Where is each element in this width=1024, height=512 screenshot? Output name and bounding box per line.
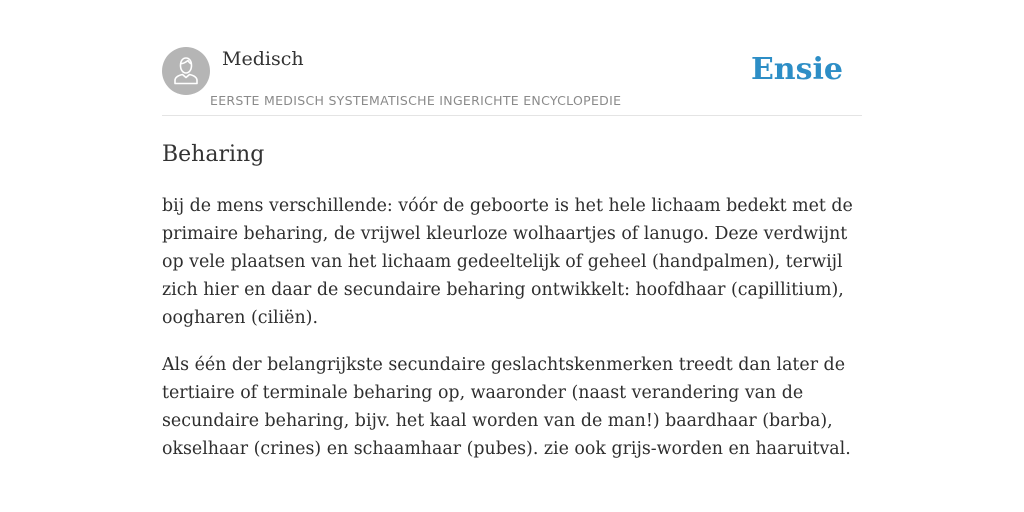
article-paragraph: bij de mens verschillende: vóór de geboorte is het hele lichaam bedekt met de primaire beharing, de vrijwel kleurloze wolhaartjes of lanugo. Deze verdwijnt op vele plaatsen van het lichaam gedeeltelijk of geheel (handpalmen), terwijl zich hier en daar de secundaire beharing ontwikkelt: hoofdhaar (capillitium), oogharen (ciliën). xyxy=(162,196,853,328)
avatar[interactable] xyxy=(162,47,210,95)
source-name[interactable]: Medisch xyxy=(222,48,304,70)
user-icon xyxy=(162,47,210,95)
source-header xyxy=(162,46,862,116)
article-title: Beharing xyxy=(162,142,265,167)
brand-logo[interactable]: Ensie xyxy=(750,52,843,87)
source-subtitle: EERSTE MEDISCH SYSTEMATISCHE INGERICHTE ENCYCLOPEDIE xyxy=(210,93,622,108)
article-paragraph: Als één der belangrijkste secundaire geslachtskenmerken treedt dan later de tertiaire of terminale beharing op, waaronder (naast verandering van de secundaire beharing, bijv. het kaal worden van de man!) baardhaar (barba), okselhaar (crines) en schaamhaar (pubes). zie ook grijs-worden en haaruitval. xyxy=(162,355,851,459)
page xyxy=(162,46,862,463)
